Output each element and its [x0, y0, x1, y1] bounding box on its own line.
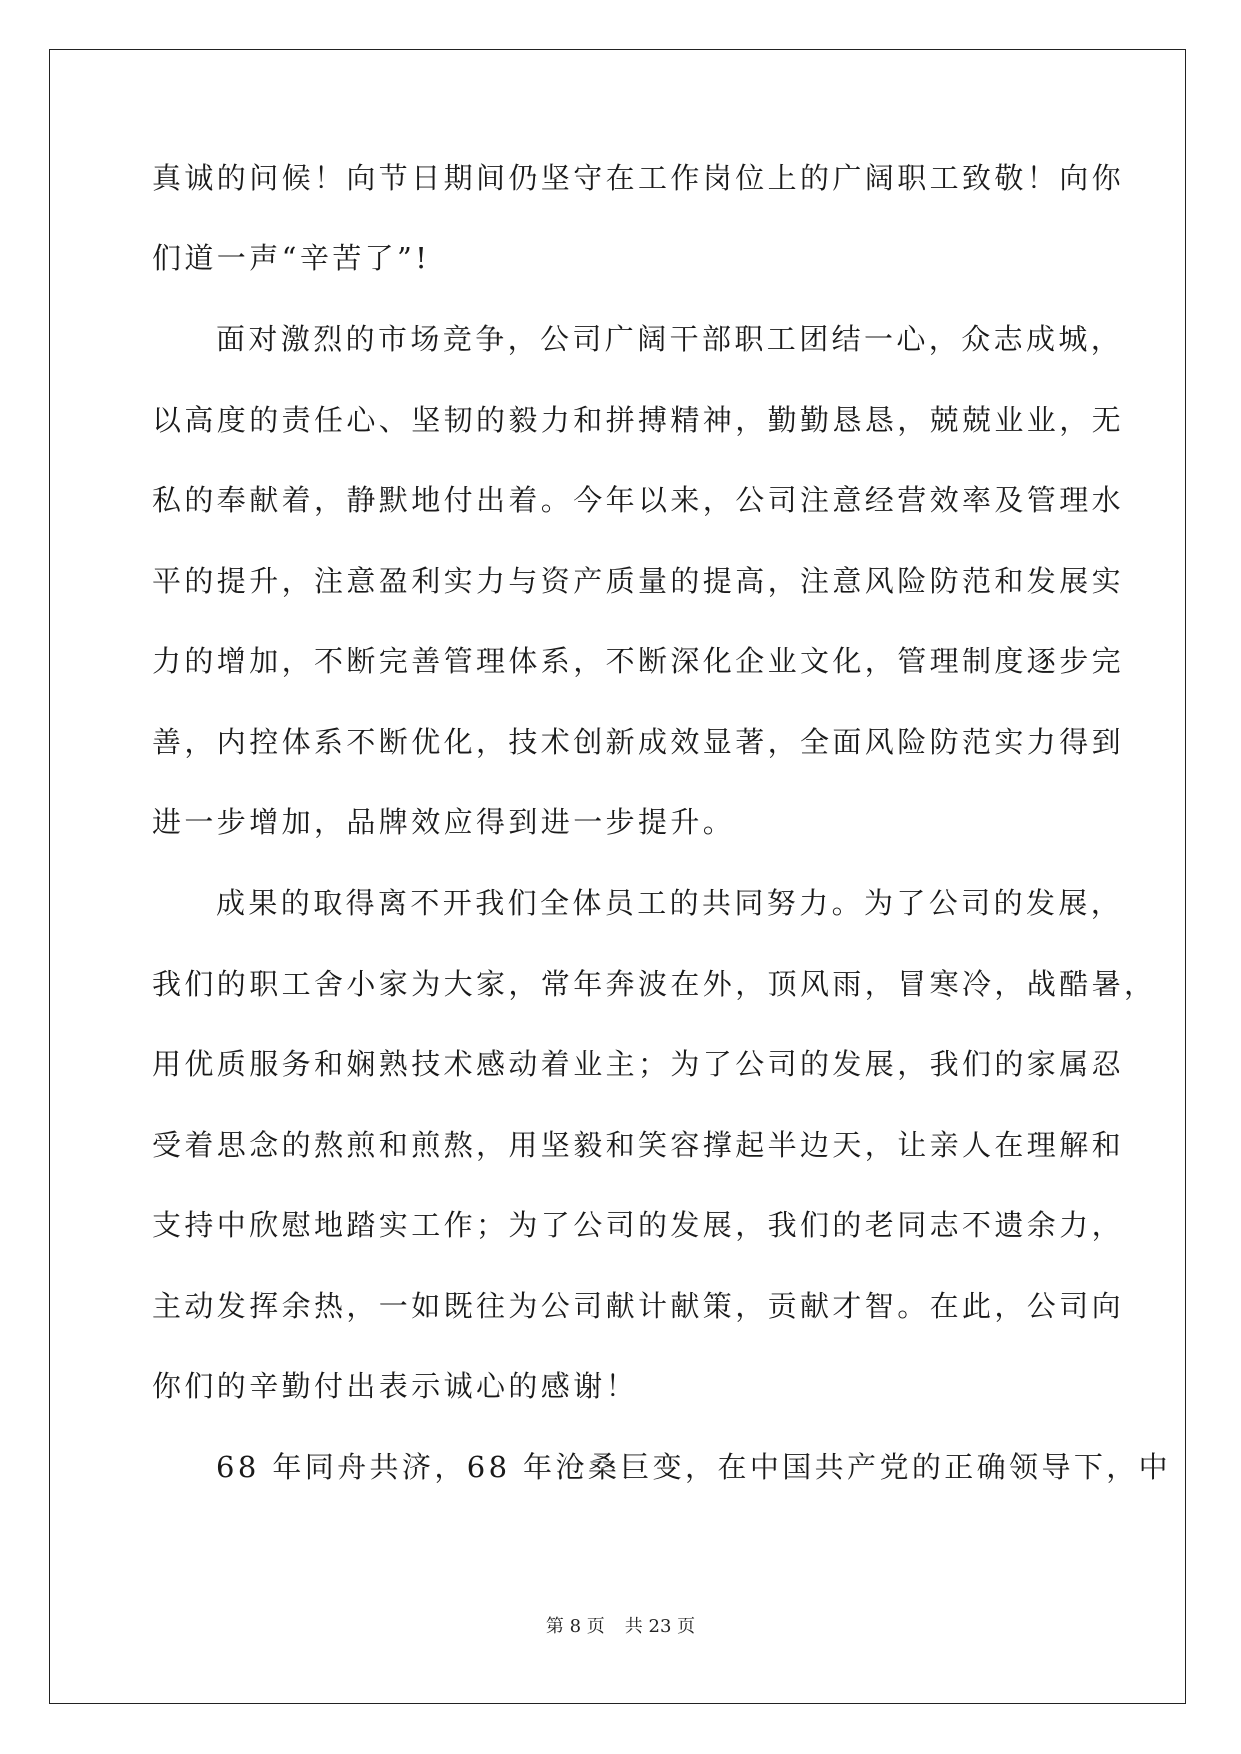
- text-line: 们道一声“辛苦了”!: [152, 241, 431, 275]
- text-line: 善，内控体系不断优化，技术创新成效显著，全面风险防范实力得到: [152, 725, 1125, 759]
- paragraph-start-line: 成果的取得离不开我们全体员工的共同努力。为了公司的发展，: [216, 886, 1124, 920]
- page-total: 共 23 页: [624, 1616, 696, 1637]
- paragraph-start-line: 面对激烈的市场竞争，公司广阔干部职工团结一心，众志成城，: [216, 322, 1124, 356]
- text-line: 受着思念的熬煎和煎熬，用坚毅和笑容撑起半边天，让亲人在理解和: [152, 1128, 1125, 1162]
- text-line: 你们的辛勤付出表示诚心的感谢！: [152, 1369, 639, 1403]
- text-line: 进一步增加，品牌效应得到进一步提升。: [152, 805, 736, 839]
- text-line: 我们的职工舍小家为大家，常年奔波在外，顶风雨，冒寒冷，战酷暑，: [152, 967, 1157, 1001]
- text-line: 主动发挥余热，一如既往为公司献计献策，贡献才智。在此，公司向: [152, 1289, 1125, 1323]
- text-line: 力的增加，不断完善管理体系，不断深化企业文化，管理制度逐步完: [152, 644, 1125, 678]
- paragraph-start-line: 68 年同舟共济，68 年沧桑巨变，在中国共产党的正确领导下，中: [216, 1450, 1172, 1484]
- text-line: 私的奉献着，静默地付出着。今年以来，公司注意经营效率及管理水: [152, 483, 1125, 517]
- text-line: 用优质服务和娴熟技术感动着业主；为了公司的发展，我们的家属忍: [152, 1047, 1125, 1081]
- text-line: 以高度的责任心、坚韧的毅力和拼搏精神，勤勤恳恳，兢兢业业，无: [152, 403, 1125, 437]
- page-footer: [0, 1612, 1241, 1638]
- page-number: 第 8 页: [545, 1616, 605, 1637]
- text-line: 真诚的问候！向节日期间仍坚守在工作岗位上的广阔职工致敬！向你: [152, 161, 1125, 195]
- text-line: 支持中欣慰地踏实工作；为了公司的发展，我们的老同志不遗余力，: [152, 1208, 1125, 1242]
- text-line: 平的提升，注意盈利实力与资产质量的提高，注意风险防范和发展实: [152, 564, 1125, 598]
